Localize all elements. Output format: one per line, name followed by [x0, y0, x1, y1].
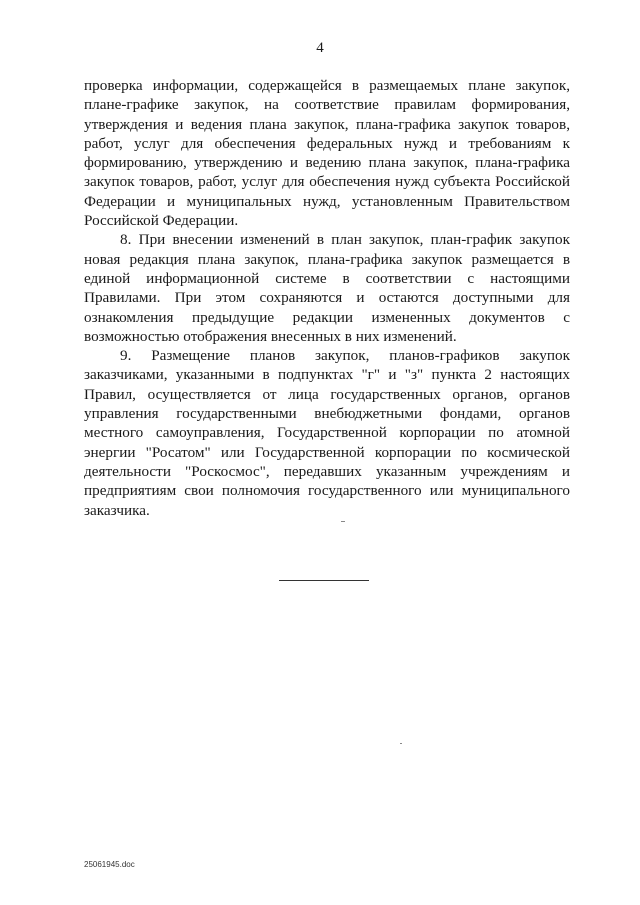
document-file-code: 25061945.doc — [84, 860, 135, 869]
paragraph-item-9: 9. Размещение планов закупок, планов-графиков закупок заказчиками, указанными в подпунктах "г" и "з" пункта 2 настоящих Правил, осуществляется от лица государственных органов, органов управления государственными внебюджетными фондами, органов местного самоуправления, Государственной корпорации по атомной энергии "Росатом" или Государственной корпорации по космической деятельности "Роскосмос", передавших указанным учреждениям и предприятиям свои полномочия государственного или муниципального заказчика. — [84, 347, 570, 519]
paragraph-item-8: 8. При внесении изменений в план закупок, план-график закупок новая редакция плана закупок, плана-графика закупок размещается в единой информационной системе в соответствии с настоящими Правилами. При этом сохраняются и остаются доступными для ознакомления предыдущие редакции измененных документов с возможностью отображения внесенных в них изменений. — [84, 231, 570, 345]
page-number: 4 — [316, 40, 324, 56]
end-separator-line — [279, 580, 369, 581]
document-body — [84, 76, 570, 520]
scan-speck — [400, 743, 402, 744]
scan-speck — [341, 521, 345, 522]
paragraph-continuation: проверка информации, содержащейся в размещаемых плане закупок, плане-графике закупок, на соответствие правилам формирования, утверждения и ведения плана закупок, плана-графика закупок товаров, работ, услуг для обеспечения федеральных нужд и требованиям к формированию, утверждению и ведению плана закупок, плана-графика закупок товаров, работ, услуг для обеспечения нужд субъекта Российской Федерации и муниципальных нужд, установленным Правительством Российской Федерации. — [84, 77, 570, 230]
